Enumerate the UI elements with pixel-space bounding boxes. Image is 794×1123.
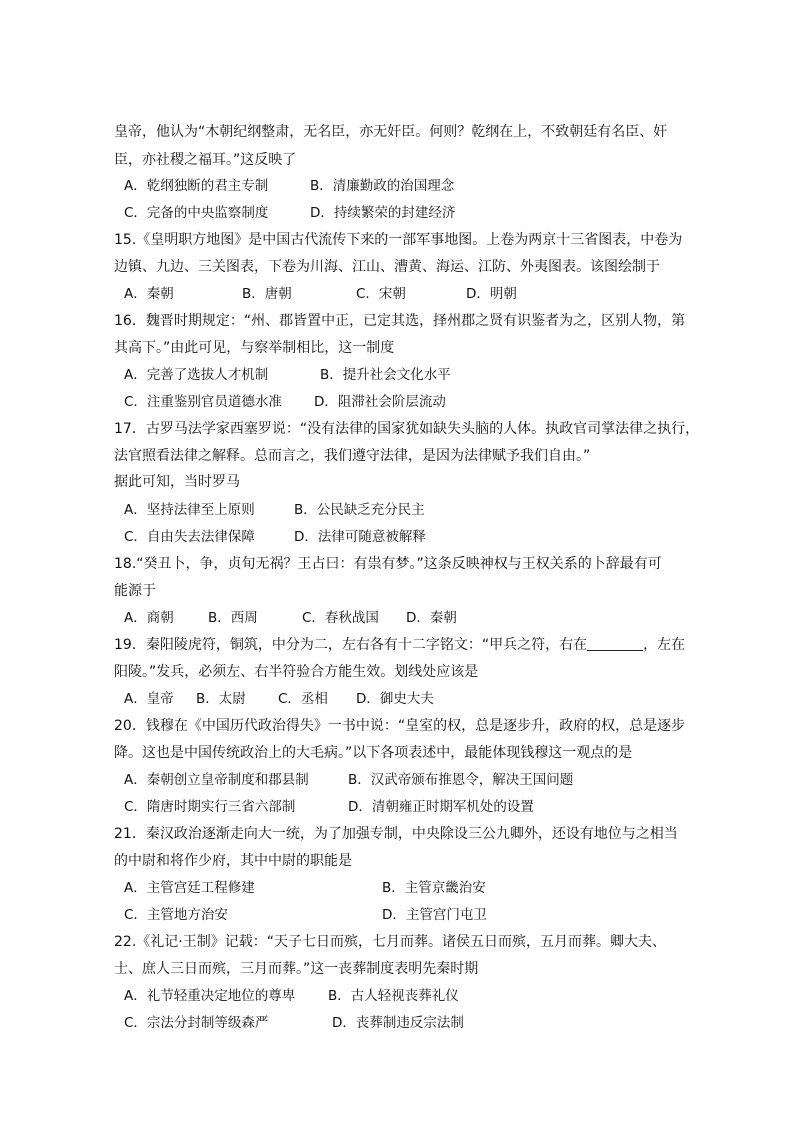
q19-line-1-pre: 19．秦阳陵虎符，铜筑，中分为二，左右各有十二字铭文：“甲兵之符，右在: [114, 637, 588, 653]
q16-option-a: A．完善了选拔人才机制: [124, 367, 269, 383]
q19-line-1: [114, 635, 685, 655]
q21-option-a: A．主管宫廷工程修建: [124, 880, 255, 896]
q15-option-d: D．明朝: [466, 286, 517, 302]
q20-option-c: C．隋唐时期实行三省六部制: [124, 799, 296, 815]
q20-option-d: D．清朝雍正时期军机处的设置: [348, 799, 534, 815]
q22-option-b: B．古人轻视丧葬礼仪: [328, 988, 459, 1004]
q16-line-1: 16．魏晋时期规定：“州、郡皆置中正，已定其选，择州郡之贤有识鉴者为之，区别人物，第: [114, 313, 686, 329]
q18-line-2: 能源于: [114, 583, 156, 599]
q17-line-1: 17．古罗马法学家西塞罗说：“没有法律的国家犹如缺失头脑的人体。执政官司掌法律之执行，: [114, 421, 700, 437]
q16-line-2: 其高下。”由此可见，与察举制相比，这一制度: [114, 340, 395, 356]
q19-option-b: B．太尉: [196, 691, 246, 707]
q20-option-b: B．汉武帝颁布推恩令，解决王国问题: [348, 772, 574, 788]
q15-option-c: C．宋朝: [356, 286, 406, 302]
q19-line-1-post: ，左在: [643, 637, 686, 653]
q19-option-a: A．皇帝: [124, 691, 174, 707]
q15-option-b: B．唐朝: [242, 286, 292, 302]
q22-line-2: 士、庶人三日而殡，三月而葬。”这一丧葬制度表明先秦时期: [114, 961, 479, 977]
q18-option-c: C．春秋战国: [302, 610, 379, 626]
q18-line-1: 18.“癸丑卜，争，贞旬无祸？王占曰：有祟有梦。”这条反映神权与王权关系的卜辞最有可: [114, 556, 662, 572]
q17-option-c: C．自由失去法律保障: [124, 529, 255, 545]
q16-option-c: C．注重鉴别官员道德水准: [124, 394, 282, 410]
q20-line-2: 降。这也是中国传统政治上的大毛病。”以下各项表述中，最能体现钱穆这一观点的是: [114, 745, 633, 761]
q19-option-c: C．丞相: [278, 691, 328, 707]
q15-line-2: 边镇、九边、三关图表，下卷为川海、江山、漕黄、海运、江防、外夷图表。该图绘制于: [114, 259, 660, 275]
q17-line-3: 据此可知，当时罗马: [114, 474, 240, 490]
answer-blank: [587, 636, 643, 651]
preamble-line-2: 臣，亦社稷之福耳。”这反映了: [114, 152, 297, 168]
q18-option-b: B．西周: [208, 610, 258, 626]
q21-option-c: C．主管地方治安: [124, 907, 228, 923]
q18-option-a: A．商朝: [124, 610, 174, 626]
q22-option-c: C．宗法分封制等级森严: [124, 1015, 269, 1031]
q14-option-a: A．乾纲独断的君主专制: [124, 178, 269, 194]
preamble-line-1: 皇帝，他认为“木朝纪纲整肃，无名臣，亦无奸臣。何则？乾纲在上，不致朝廷有名臣、奸: [114, 124, 668, 140]
q19-line-2: 阳陵。”发兵，必须左、右半符验合方能生效。划线处应该是: [114, 664, 479, 680]
q20-option-a: A．秦朝创立皇帝制度和郡县制: [124, 772, 309, 788]
q17-option-a: A．坚持法律至上原则: [124, 502, 255, 518]
q16-option-d: D．阻滞社会阶层流动: [314, 394, 446, 410]
q21-line-2: 的中尉和将作少府，其中中尉的职能是: [114, 853, 352, 869]
q19-option-d: D．御史大夫: [356, 691, 434, 707]
q22-line-1: 22.《礼记·王制》记载：“天子七日而殡，七月而葬。诸侯五日而殡，五月而葬。卿大夫、: [114, 934, 666, 950]
q18-option-d: D．秦朝: [406, 610, 457, 626]
q20-line-1: 20．钱穆在《中国历代政治得失》一书中说：“皇室的权，总是逐步升，政府的权，总是逐步: [114, 718, 686, 734]
q17-option-b: B．公民缺乏充分民主: [294, 502, 425, 518]
q14-option-c: C．完备的中央监察制度: [124, 205, 269, 221]
q16-option-b: B．提升社会文化水平: [320, 367, 451, 383]
q14-option-d: D．持续繁荣的封建经济: [310, 205, 456, 221]
q21-line-1: 21．秦汉政治逐渐走向大一统，为了加强专制，中央除设三公九卿外，还设有地位与之相当: [114, 826, 678, 842]
q15-line-1: 15.《皇明职方地图》是中国古代流传下来的一部军事地图。上卷为两京十三省图表，中卷为: [114, 232, 683, 248]
q14-option-b: B．清廉勤政的治国理念: [310, 178, 455, 194]
q21-option-d: D．主管宫门屯卫: [382, 907, 487, 923]
q22-option-d: D．丧葬制违反宗法制: [332, 1015, 464, 1031]
q17-line-2: 法官照看法律之解释。总而言之，我们遵守法律，是因为法律赋予我们自由。”: [114, 448, 591, 464]
q22-option-a: A．礼节轻重决定地位的尊卑: [124, 988, 296, 1004]
q21-option-b: B．主管京畿治安: [382, 880, 486, 896]
q17-option-d: D．法律可随意被解释: [294, 529, 426, 545]
q15-option-a: A．秦朝: [124, 286, 174, 302]
